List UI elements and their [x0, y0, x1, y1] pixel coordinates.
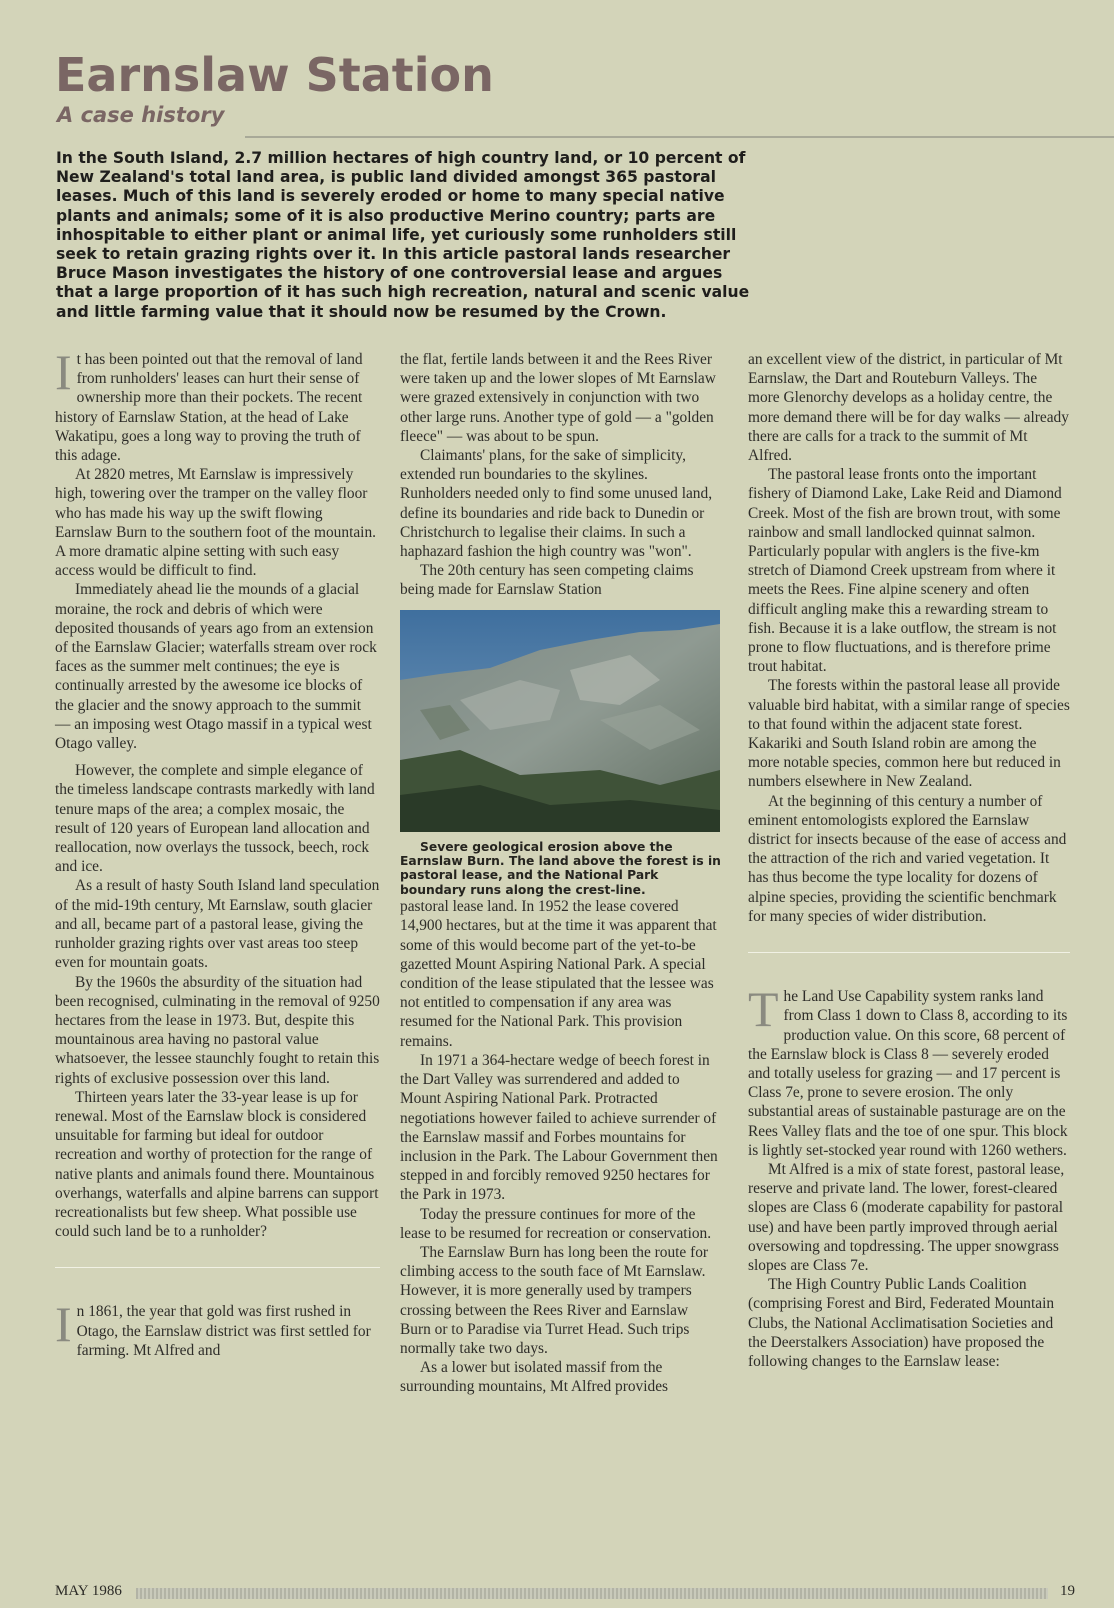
paragraph-text: he Land Use Capability system ranks land from Class 1 down to Class 8, according to its production value. On this score, 68 percent of the Earnslaw block is Class 8 — severely eroded and totally useless for grazing — and 17 percent is Class 7e, prone to severe erosion. The only substantial areas of sustainable pasturage are on the Rees Valley flats and the toe of one spur. This block is lightly set-stocked year round with 1260 wethers. [748, 988, 1068, 1159]
paragraph: The High Country Public Lands Coalition (comprising Forest and Bird, Federated Mountain Clubs, the National Acclimatisation Societies and the Deerstalkers Association) have proposed the following changes to the Earnslaw lease: [748, 1276, 1055, 1370]
article-title: Earnslaw Station [55, 48, 494, 102]
paragraph: As a lower but isolated massif from the surrounding mountains, Mt Alfred provides [400, 1359, 669, 1396]
photo-caption: Severe geological erosion above the Earnslaw Burn. The land above the forest is in pastoral lease, and the National Park boundary runs along the crest-line. [400, 839, 721, 897]
paragraph-text: n 1861, the year that gold was first rushed in Otago, the Earnslaw district was first settled for farming. Mt Alfred and [76, 1303, 371, 1359]
paragraph: Immediately ahead lie the mounds of a glacial moraine, the rock and debris of which were deposited thousands of years ago from an extension of the Earnslaw Glacier; waterfalls stream over rock faces as the summer melt continues; the eye is continually arrested by the awesome ice blocks of the glacier and the snowy approach to the summit — an imposing west Otago massif in a typical west Otago valley. [55, 581, 377, 753]
drop-cap: I [55, 344, 72, 400]
page-number: 19 [1060, 1583, 1075, 1599]
paragraph [748, 981, 1070, 1160]
section-divider [748, 952, 1070, 953]
article-subtitle: A case history [57, 103, 225, 127]
paragraph [55, 344, 380, 465]
paragraph: Today the pressure continues for more of the lease to be resumed for recreation or conservation. [400, 1205, 712, 1242]
section-divider [55, 1267, 380, 1268]
paragraph: By the 1960s the absurdity of the situation had been recognised, culminating in the removal of 9250 hectares from the lease in 1973. But, despite this mountainous area having no pastoral value whatsoever, the lessee staunchly fought to retain this rights of exclusive possession over this land. [55, 973, 380, 1087]
paragraph: The pastoral lease fronts onto the important fishery of Diamond Lake, Lake Reid and Diamond Creek. Most of the fish are brown trout, with some rainbow and small landlocked quinnat salmon. Particularly popular with anglers is the five-km stretch of Diamond Creek upstream from where it meets the Rees. Fine alpine scenery and often difficult angling make this a rewarding stream to fish. Because it is a lake outflow, the stream is not prone to flow fluctuations, and is therefore prime trout habitat. [748, 466, 1062, 676]
drop-cap: T [748, 981, 779, 1038]
paragraph: As a result of hasty South Island land speculation of the mid-19th century, Mt Earnslaw, south glacier and all, became part of a pastoral lease, giving the runholder grazing rights over vast areas too steep even for mountain goats. [55, 877, 380, 972]
paragraph: In 1971 a 364-hectare wedge of beech forest in the Dart Valley was surrendered and added to Mount Aspiring National Park. Protracted negotiations however failed to achieve surrender of the Earnslaw massif and Forbes mountains for inclusion in the Park. The Labour Government then stepped in and forcibly removed 9250 hectares for the Park in 1973. [400, 1051, 718, 1204]
paragraph: The forests within the pastoral lease all provide valuable bird habitat, with a similar range of species to that found within the adjacent state forest. Kakariki and South Island robin are among the more notable species, common here but reduced in numbers elsewhere in New Zealand. [748, 677, 1070, 791]
paragraph: an excellent view of the district, in particular of Mt Earnslaw, the Dart and Routeburn Valleys. The more Glenorchy develops as a holiday centre, the more demand there will be for day walks — already there are calls for a track to the summit of Mt Alfred. [748, 351, 1069, 465]
paragraph: pastoral lease land. In 1952 the lease covered 14,900 hectares, but at the time it was apparent that some of this would become part of the yet-to-be gazetted Mount Aspiring National Park. A special condition of the lease stipulated that the lessee was not entitled to compensation if any area was resumed for the National Park. This provision remains. [400, 898, 717, 1050]
paragraph: However, the complete and simple elegance of the timeless landscape contrasts markedly with land tenure maps of the area; a complex mosaic, the result of 120 years of European land allocation and reallocation, now overlays the tussock, beech, rock and ice. [55, 762, 375, 876]
paragraph: Mt Alfred is a mix of state forest, pastoral lease, reserve and private land. The lower, forest-cleared slopes are Class 6 (moderate capability for pastoral use) and have been partly improved through aerial oversowing and topdressing. The upper snowgrass slopes are Class 7e. [748, 1160, 1065, 1274]
paragraph [55, 1296, 380, 1360]
issue-date: MAY 1986 [55, 1583, 122, 1599]
drop-cap: I [55, 1296, 72, 1353]
column-1 [55, 344, 380, 1360]
paragraph: The Earnslaw Burn has long been the route for climbing access to the south face of Mt Earnslaw. However, it is more generally used by trampers crossing between the Rees River and Earnslaw Burn or to Paradise via Turret Head. Such trips normally take two days. [400, 1243, 709, 1357]
paragraph: At the beginning of this century a number of eminent entomologists explored the Earnslaw district for insects because of the ease of access and the attraction of the rich and varied vegetation. It has thus become the type locality for dozens of alpine species, providing the scientific benchmark for many species of wider distribution. [748, 792, 1067, 925]
intro-paragraph: In the South Island, 2.7 million hectares of high country land, or 10 percent of New Zealand's total land area, is public land divided amongst 365 pastoral leases. Much of this land is severely eroded or home to many special native plants and animals; some of it is also productive Merino country; parts are inhospitable to either plant or animal life, yet curiously some runholders still seek to retain grazing rights over it. In this article pastoral lands researcher Bruce Mason investigates the history of one controversial lease and argues that a large proportion of it has such high recreation, natural and scenic value and little farming value that it should now be resumed by the Crown. [56, 149, 750, 321]
title-rule [245, 136, 1114, 138]
page-footer [55, 1583, 1075, 1603]
footer-rule [136, 1588, 1048, 1599]
column-2 [400, 350, 722, 1397]
paragraph: The 20th century has seen competing claims being made for Earnslaw Station [400, 562, 694, 599]
paragraph: Thirteen years later the 33-year lease is up for renewal. Most of the Earnslaw block is considered unsuitable for farming but ideal for outdoor recreation and worthy of protection for the range of native plants and animals found there. Mountainous overhangs, waterfalls and alpine barrens can support recreationalists but few sheep. What possible use could such land be to a runholder? [55, 1088, 379, 1241]
paragraph: At 2820 metres, Mt Earnslaw is impressively high, towering over the tramper on the valley floor who has made his way up the swift flowing Earnslaw Burn to the southern foot of the mountain. A more dramatic alpine setting with such easy access would be difficult to find. [55, 466, 377, 580]
paragraph-text: t has been pointed out that the removal of land from runholders' leases can hurt their sense of ownership more than their pockets. The recent history of Earnslaw Station, at the head of Lake Wakatipu, goes a long way to proving the truth of this adage. [55, 351, 363, 465]
mountain-slope-image [400, 610, 720, 832]
paragraph: Claimants' plans, for the sake of simplicity, extended run boundaries to the skylines. Runholders needed only to find some unused land, define its boundaries and ride back to Dunedin or Christchurch to legalise their claims. In such a haphazard fashion the high country was "won". [400, 447, 713, 561]
erosion-photo [400, 610, 720, 832]
paragraph: the flat, fertile lands between it and the Rees River were taken up and the lower slopes of Mt Earnslaw were grazed extensively in conjunction with two other large runs. Another type of gold — a "golden fleece" — was about to be spun. [400, 351, 716, 445]
column-3 [748, 350, 1070, 1371]
